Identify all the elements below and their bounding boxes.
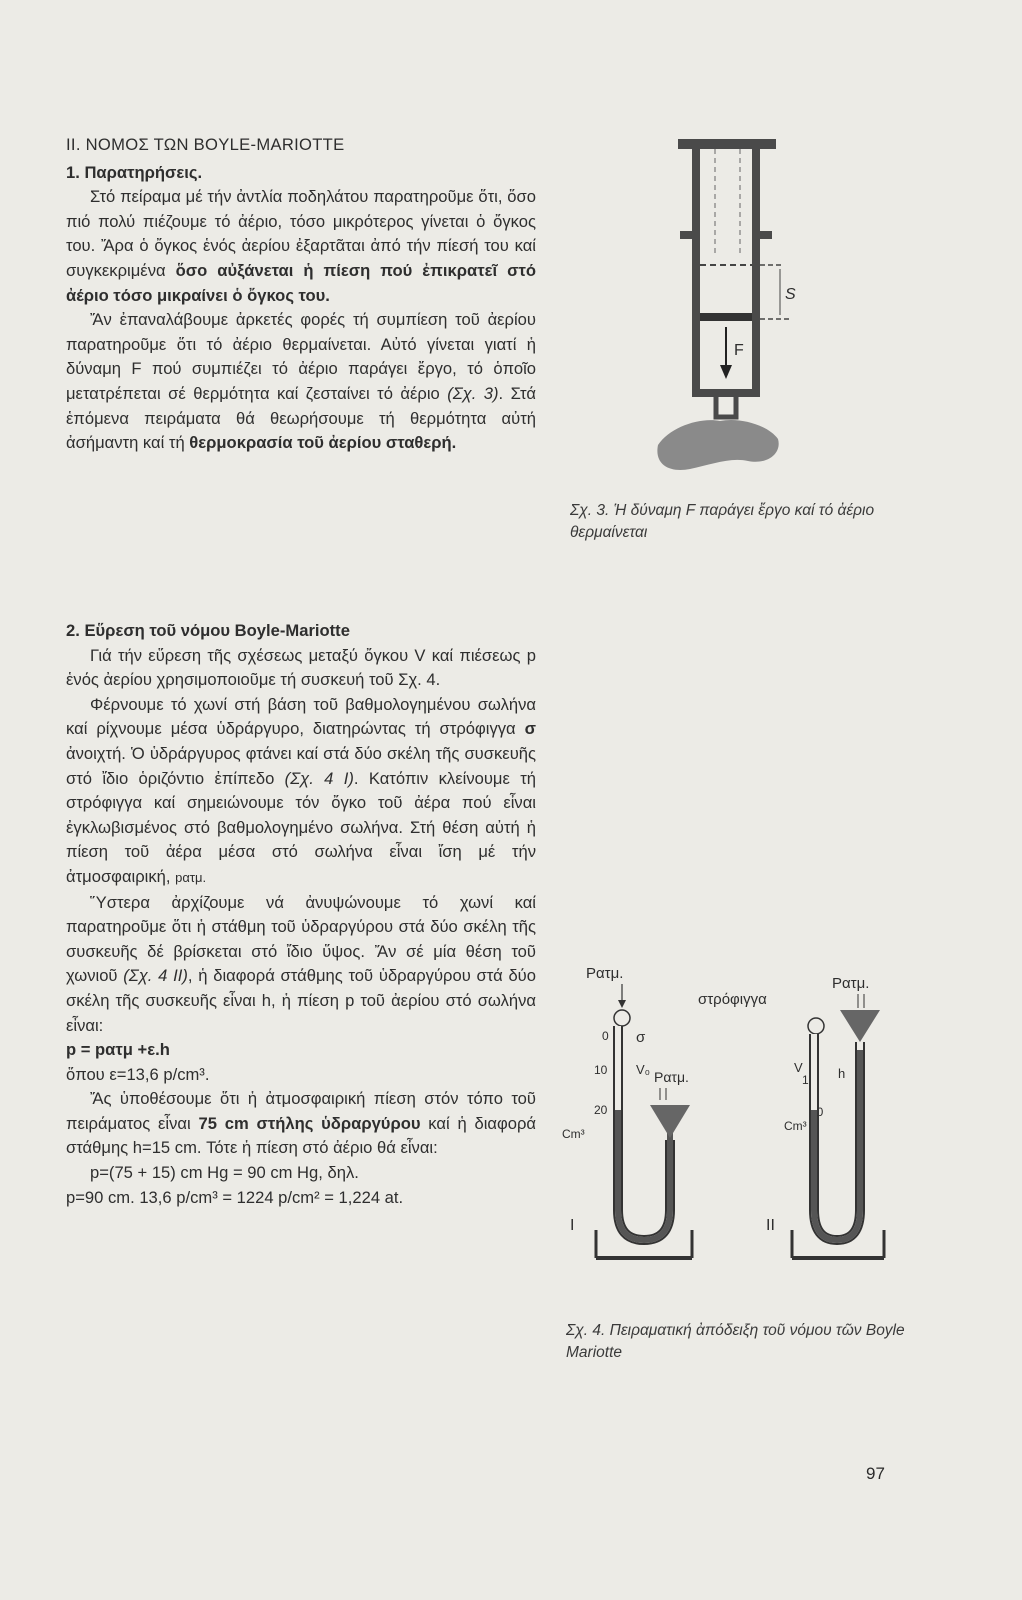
valve-word-label: στρόφιγγα bbox=[698, 991, 767, 1008]
right-u-tube-inner bbox=[814, 1034, 860, 1240]
calculation-line-2: p=90 cm. 13,6 p/cm³ = 1224 p/cm² = 1,224 at. bbox=[66, 1187, 404, 1207]
left-u-tube bbox=[618, 1026, 670, 1240]
zero-left-label: 0 bbox=[602, 1029, 609, 1043]
pressure-formula: p = pατμ +ε.h bbox=[66, 1040, 170, 1060]
patm-funnel-left-label: Ρατμ. bbox=[654, 1069, 689, 1085]
v-label: V bbox=[794, 1060, 803, 1075]
s1p2-text: Ἄν ἐπαναλάβουμε ἀρκετές φορές τή συμπίεση τοῦ ἀερίου παρατηροῦμε ὅτι τό ἀέριο θερμαίνεται. Αὐτό γίνεται γιατί ἡ δύναμη F πού συμπιέζει τό ἀέριο παράγει ἔργο, τό ὁποῖο μετατρέπεται σέ θερμότητα καί ζεσταίνει τό ἀέριο bbox=[66, 310, 536, 403]
left-base bbox=[596, 1256, 692, 1260]
ten-right-label: 10 bbox=[802, 1073, 816, 1087]
formula-where: ὅπου ε=13,6 p/cm³. bbox=[66, 1064, 210, 1084]
left-u-tube-inner bbox=[618, 1026, 670, 1240]
section1-paragraph1 bbox=[66, 185, 536, 308]
label-f: F bbox=[734, 342, 744, 359]
right-u-tube bbox=[814, 1034, 860, 1240]
figure4-caption: Σχ. 4. Πειραματική ἀπόδειξη τοῦ νόμου τῶν Boyle Mariotte bbox=[566, 1322, 905, 1361]
twenty-left-label: 20 bbox=[594, 1103, 608, 1117]
twenty-right-label: 20 bbox=[810, 1105, 824, 1119]
section2-paragraph4 bbox=[66, 1087, 536, 1161]
label-s: S bbox=[785, 286, 796, 303]
s1p1-text: Στό πείραμα μέ τήν ἀντλία ποδηλάτου παρατηροῦμε ὅτι, ὅσο πιό πολύ πιέζουμε τό ἀέριο, τόσο μικρότερος γίνεται ὁ ὄγκος του. Ἄρα ὁ ὄγκος ἑνός ἀερίου ἐξαρτᾶται ἀπό τήν πίεσή του καί συγκεκριμένα bbox=[66, 187, 536, 280]
section2-paragraph3 bbox=[66, 891, 536, 1039]
cm3-left-label: Cm³ bbox=[562, 1127, 585, 1141]
pump-bottom bbox=[692, 389, 760, 397]
section1-paragraph2 bbox=[66, 308, 536, 456]
s2p2-text-c: . Κατόπιν κλείνουμε τή στρόφιγγα καί σημειώνουμε τόν ὄγκο τοῦ ἀέρα πού εἶναι ἐγκλωβισμένος στό βαθμολογημένο σωλήνα. Στή θέση αὐτή ἡ πίεση τοῦ ἀέρα μέσα στό σωλήνα εἶναι ἴση μέ τήν ἀτμοσφαιρική, bbox=[66, 768, 537, 886]
s2p4-text-b: καί ἡ διαφορά στάθμης h=15 cm. Τότε ἡ πίεση στό ἀέριο θά εἶναι: bbox=[66, 1113, 536, 1158]
text-column-top bbox=[66, 133, 536, 456]
s2p3-ref: (Σχ. 4 II) bbox=[123, 966, 188, 986]
section2-title: 2. Εὕρεση τοῦ νόμου Boyle-Mariotte bbox=[66, 621, 350, 640]
ten-left-label: 10 bbox=[594, 1063, 608, 1077]
section2-paragraph1: Γιά τήν εὕρεση τῆς σχέσεως μεταξύ ὄγκου V καί πιέσεως p ἑνός ἀερίου χρησιμοποιοῦμε τή συσκευή τοῦ Σχ. 4. bbox=[66, 645, 536, 690]
figure4-apparatus-diagram bbox=[552, 960, 902, 1600]
h-label: h bbox=[838, 1066, 846, 1081]
pump-side-flange-left bbox=[680, 231, 694, 239]
cm3-right-label: Cm³ bbox=[784, 1119, 807, 1133]
pump-cylinder-left-wall bbox=[692, 149, 700, 389]
right-base bbox=[792, 1256, 884, 1260]
force-arrowhead bbox=[720, 365, 732, 379]
patm-left-label: Ρατμ. bbox=[586, 965, 624, 982]
figure3-caption: Σχ. 3. Ἡ δύναμη F παράγει ἔργο καί τό ἀέριο θερμαίνεται bbox=[570, 502, 875, 541]
v0-label: V₀ bbox=[636, 1062, 651, 1077]
roman-one-label: I bbox=[570, 1217, 575, 1234]
s2p2-patm: pατμ. bbox=[175, 869, 207, 885]
right-valve bbox=[808, 1018, 824, 1034]
chapter-heading: II. ΝΟΜΟΣ ΤΩΝ BOYLE-MARIOTTE bbox=[66, 135, 345, 154]
s2p2-text-b: ἀνοιχτή. Ὁ ὑδράργυρος φτάνει καί στά δύο σκέλη τῆς συσκευῆς στό ἴδιο ὁριζόντιο ἐπίπεδο bbox=[66, 743, 536, 788]
pump-nozzle bbox=[716, 397, 736, 417]
patm-left-arrowhead bbox=[618, 1000, 626, 1008]
pump-top-flange bbox=[678, 139, 776, 149]
text-column-bottom bbox=[66, 619, 536, 1210]
s1p1-bold: ὅσο αὐξάνεται ἡ πίεση πού ἐπικρατεῖ στό ἀέριο τόσο μικραίνει ὁ ὄγκος του. bbox=[66, 260, 536, 305]
sigma-label: σ bbox=[636, 1029, 646, 1046]
s2p4-text-a: Ἄς ὑποθέσουμε ὅτι ἡ ἀτμοσφαιρική πίεση στόν τόπο τοῦ πειράματος εἶναι bbox=[66, 1089, 536, 1133]
finger-shape bbox=[657, 420, 778, 470]
roman-two-label: II bbox=[766, 1217, 775, 1234]
left-mercury bbox=[618, 1110, 670, 1240]
left-valve bbox=[614, 1010, 630, 1026]
piston-head bbox=[700, 313, 752, 321]
patm-right-label: Ρατμ. bbox=[832, 975, 870, 992]
section1-title: 1. Παρατηρήσεις. bbox=[66, 162, 203, 182]
pump-side-flange-right bbox=[758, 231, 772, 239]
pump-cylinder-right-wall bbox=[752, 149, 760, 389]
s1p2-bold: θερμοκρασία τοῦ ἀερίου σταθερή. bbox=[189, 433, 457, 453]
s2p2-text-a: Φέρνουμε τό χωνί στή βάση τοῦ βαθμολογημένου σωλήνα καί ρίχνουμε μέσα ὑδράργυρο, διατηρώντας τή στρόφιγγα bbox=[66, 694, 536, 739]
figure3-pump-diagram bbox=[640, 135, 820, 495]
right-funnel bbox=[840, 1010, 880, 1042]
section2-paragraph2 bbox=[66, 693, 536, 891]
left-funnel bbox=[650, 1105, 690, 1138]
s2p3-text-a: Ὕστερα ἀρχίζουμε νά ἀνυψώνουμε τό χωνί καί παρατηροῦμε ὅτι ἡ στάθμη τοῦ ὑδραργύρου στά δύο σκέλη τῆς συσκευῆς δέ βρίσκεται στό ἴδιο ὕψος. Ἄν σέ μία θέση τοῦ χωνιοῦ bbox=[66, 892, 536, 986]
s1p2-text-b: . Στά ἑπόμενα πειράματα θά θεωρήσουμε τή θερμότητα αὐτή ἀσήμαντη καί τή bbox=[66, 383, 536, 453]
s2p2-sigma: σ bbox=[524, 719, 536, 739]
right-mercury bbox=[814, 1050, 860, 1240]
s2p4-bold: 75 cm στήλης ὑδραργύρου bbox=[198, 1113, 421, 1133]
calculation-line-1: p=(75 + 15) cm Hg = 90 cm Hg, δηλ. bbox=[90, 1163, 359, 1183]
s2p2-ref: (Σχ. 4 I) bbox=[284, 768, 354, 788]
s1p2-ref: (Σχ. 3) bbox=[447, 383, 499, 403]
s2p3-text-b: , ἡ διαφορά στάθμης τοῦ ὑδραργύρου στά δύο σκέλη τῆς συσκευῆς εἶναι h, ἡ πίεση p τοῦ ἀερίου στό σωλήνα εἶναι: bbox=[66, 966, 536, 1035]
page-number: 97 bbox=[866, 1464, 885, 1483]
